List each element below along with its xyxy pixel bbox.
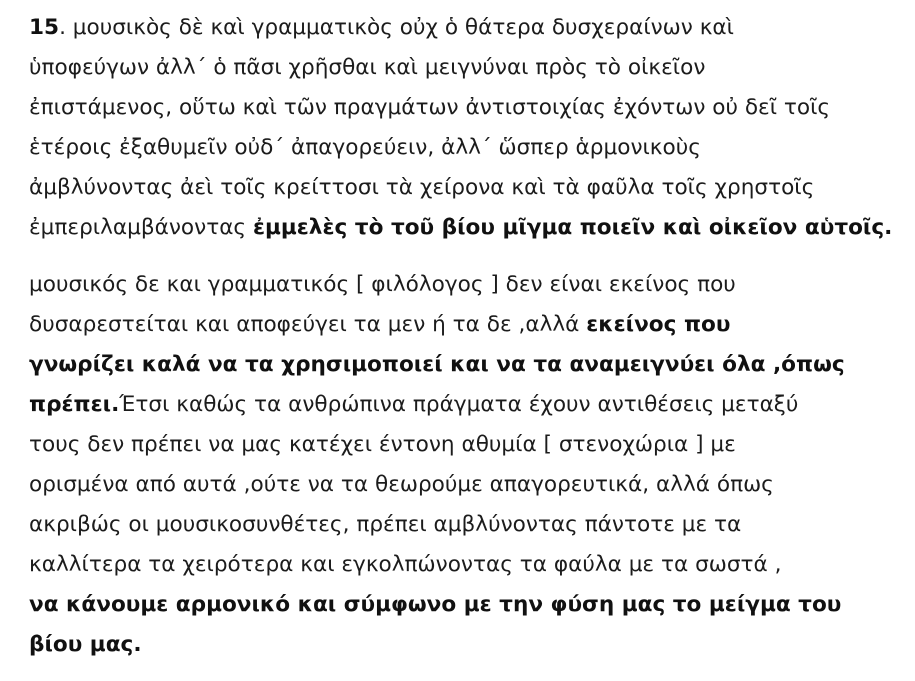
emphasis-text: εκείνος που [586,312,731,337]
document-page [29,8,899,665]
paragraph-gap [29,248,899,265]
emphasis-text: να κάνουμε αρμονικό και σύμφωνο με την φύση μας το μείγμα του [29,592,842,617]
emphasis-text: βίου μας. [29,632,142,657]
text-line: ἐμπεριλαμβάνοντας ἐμμελὲς τὸ τοῦ βίου μῖγμα ποιεῖν καὶ οἰκεῖον αὑτοῖς. [29,215,893,240]
text-line: ἐπιστάμενος, οὕτω καὶ τῶν πραγμάτων ἀντιστοιχίας ἐχόντων οὐ δεῖ τοῖς [29,95,831,120]
text-line: ακριβώς οι μουσικοσυνθέτες, πρέπει αμβλύνοντας πάντοτε με τα [29,512,742,537]
text-line [29,585,899,625]
text-line: τους δεν πρέπει να μας κατέχει έντονη αθυμία [ στενοχώρια ] με [29,432,736,457]
text-line: ὑποφεύγων ἀλλ΄ ὁ πᾶσι χρῆσθαι καὶ μειγνύναι πρὸς τὸ οἰκεῖον [29,55,706,80]
text-line: ορισμένα από αυτά ,ούτε να τα θεωρούμε απαγορευτικά, αλλά όπως [29,472,774,497]
emphasis-text: ἐμμελὲς τὸ τοῦ βίου μῖγμα ποιεῖν καὶ οἰκεῖον αὑτοῖς. [252,215,893,240]
text-line: ἑτέροις ἐξαθυμεῖν οὐδ΄ ἀπαγορεύειν, ἀλλ΄ ὥσπερ ἁρμονικοὺς [29,135,701,160]
modern-translation-paragraph [29,265,899,665]
emphasis-text: πρέπει. [29,392,120,417]
emphasis-text: γνωρίζει καλά να τα χρησιμοποιεί και να τα αναμειγνύει όλα ,όπως [29,352,845,377]
text-line [29,625,899,665]
text-line: δυσαρεστείται και αποφεύγει τα μεν ή τα δε ,αλλά εκείνος που [29,312,731,337]
text-line: καλλίτερα τα χειρότερα και εγκολπώνοντας τα φαύλα με τα σωστά , [29,552,782,577]
text-line: μουσικός δε και γραμματικός [ φιλόλογος ] δεν είναι εκείνος που [29,272,736,297]
greek-original-paragraph [29,8,899,248]
text-line: πρέπει.Έτσι καθώς τα ανθρώπινα πράγματα έχουν αντιθέσεις μεταξύ [29,392,799,417]
text-line: ἀμβλύνοντας ἀεὶ τοῖς κρείττοσι τὰ χείρονα καὶ τὰ φαῦλα τοῖς χρηστοῖς [29,175,815,200]
text-line: 15. μουσικὸς δὲ καὶ γραμματικὸς οὐχ ὁ θάτερα δυσχεραίνων καὶ [29,15,734,40]
section-number: 15 [29,15,60,40]
text-line [29,345,899,385]
